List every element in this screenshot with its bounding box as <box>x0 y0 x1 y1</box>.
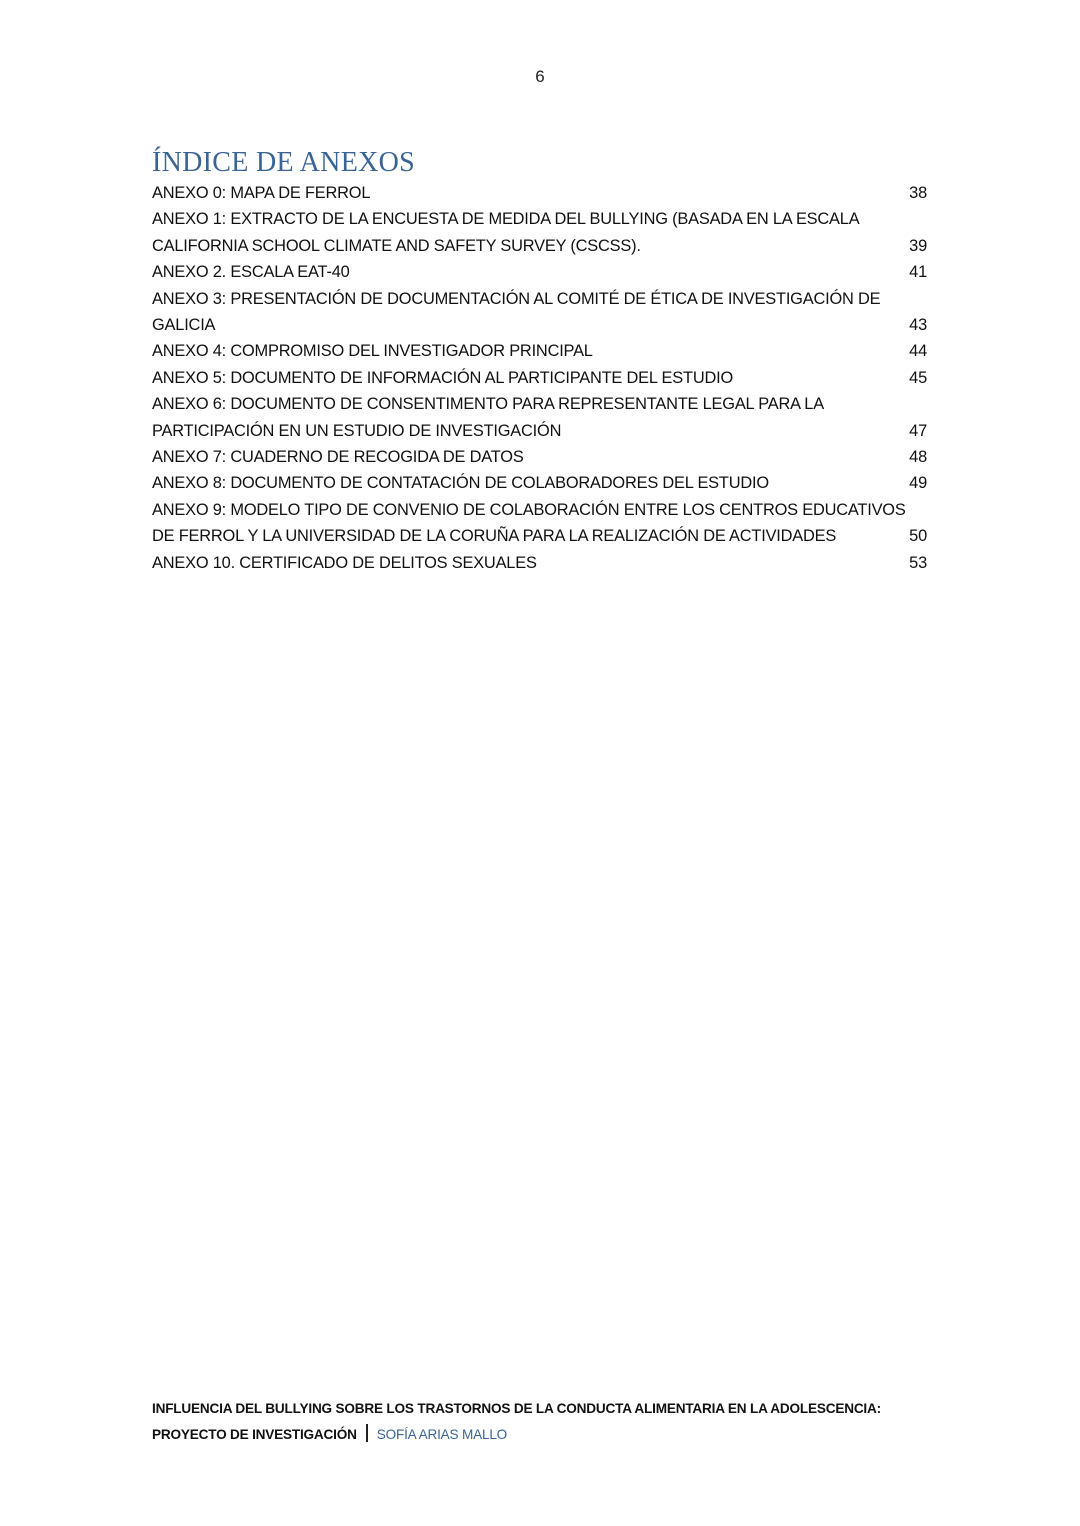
dot-leader <box>563 419 907 435</box>
footer-title-line1: INFLUENCIA DEL BULLYING SOBRE LOS TRASTORNOS DE LA CONDUCTA ALIMENTARIA EN LA ADOLESCENCIA: <box>152 1401 881 1416</box>
page-footer <box>152 1396 932 1448</box>
footer-line2 <box>152 1422 932 1448</box>
annex-entry-0[interactable] <box>152 180 927 206</box>
annex-entry-page: 48 <box>909 448 927 467</box>
annex-index-title: ÍNDICE DE ANEXOS <box>152 147 416 178</box>
annex-entry-title: ANEXO 7: CUADERNO DE RECOGIDA DE DATOS <box>152 448 524 467</box>
dot-leader <box>643 234 907 250</box>
annex-entry-page: 41 <box>909 263 927 282</box>
annex-entry-title-cont: PARTICIPACIÓN EN UN ESTUDIO DE INVESTIGACIÓN <box>152 421 562 440</box>
annex-entry-title: ANEXO 2. ESCALA EAT-40 <box>152 263 350 282</box>
dot-leader <box>372 182 907 198</box>
annex-index <box>152 146 927 576</box>
annex-entry-page: 53 <box>909 553 927 572</box>
annex-entry-1[interactable] <box>152 206 927 259</box>
annex-entry-title: ANEXO 6: DOCUMENTO DE CONSENTIMENTO PARA REPRESENTANTE LEGAL PARA LA <box>152 395 824 414</box>
annex-entry-title: ANEXO 1: EXTRACTO DE LA ENCUESTA DE MEDIDA DEL BULLYING (BASADA EN LA ESCALA <box>152 210 860 229</box>
dot-leader <box>595 340 907 356</box>
annex-entry-page: 45 <box>909 368 927 387</box>
annex-entry-page: 44 <box>909 342 927 361</box>
annex-entry-page: 49 <box>909 474 927 493</box>
footer-separator <box>366 1424 368 1442</box>
annex-entry-title: ANEXO 5: DOCUMENTO DE INFORMACIÓN AL PARTICIPANTE DEL ESTUDIO <box>152 368 733 387</box>
annex-entry-page: 38 <box>909 184 927 202</box>
annex-list <box>152 180 927 576</box>
annex-entry-title-cont: DE FERROL Y LA UNIVERSIDAD DE LA CORUÑA PARA LA REALIZACIÓN DE ACTIVIDADES <box>152 527 837 546</box>
annex-entry-7[interactable] <box>152 444 927 470</box>
annex-entry-title: ANEXO 3: PRESENTACIÓN DE DOCUMENTACIÓN AL COMITÉ DE ÉTICA DE INVESTIGACIÓN DE <box>152 289 881 308</box>
annex-entry-10[interactable] <box>152 550 927 576</box>
annex-entry-title-cont: GALICIA <box>152 316 216 335</box>
annex-entry-3[interactable] <box>152 286 927 339</box>
dot-leader <box>735 366 907 382</box>
annex-entry-title: ANEXO 10. CERTIFICADO DE DELITOS SEXUALES <box>152 553 537 572</box>
annex-entry-title: ANEXO 9: MODELO TIPO DE CONVENIO DE COLABORACIÓN ENTRE LOS CENTROS EDUCATIVOS <box>152 500 906 519</box>
dot-leader <box>539 551 907 567</box>
dot-leader <box>771 472 907 488</box>
annex-entry-2[interactable] <box>152 259 927 285</box>
dot-leader <box>352 261 908 277</box>
annex-entry-page: 50 <box>909 527 927 546</box>
page-number: 6 <box>535 67 545 86</box>
annex-entry-4[interactable] <box>152 338 927 364</box>
annex-entry-title-cont: CALIFORNIA SCHOOL CLIMATE AND SAFETY SURVEY (CSCSS). <box>152 236 641 255</box>
annex-entry-page: 39 <box>909 236 927 255</box>
annex-entry-page: 43 <box>909 316 927 335</box>
annex-entry-9[interactable] <box>152 497 927 550</box>
annex-entry-title: ANEXO 4: COMPROMISO DEL INVESTIGADOR PRINCIPAL <box>152 342 593 361</box>
dot-leader <box>526 446 908 462</box>
dot-leader <box>838 525 907 541</box>
annex-entry-page: 47 <box>909 421 927 440</box>
annex-entry-title: ANEXO 0: MAPA DE FERROL <box>152 184 371 202</box>
annex-entry-6[interactable] <box>152 391 927 444</box>
dot-leader <box>217 314 907 330</box>
annex-entry-5[interactable] <box>152 365 927 391</box>
footer-author: SOFÍA ARIAS MALLO <box>376 1427 508 1442</box>
footer-title-line2: PROYECTO DE INVESTIGACIÓN <box>152 1427 357 1442</box>
annex-entry-8[interactable] <box>152 470 927 496</box>
annex-entry-title: ANEXO 8: DOCUMENTO DE CONTATACIÓN DE COLABORADORES DEL ESTUDIO <box>152 474 769 493</box>
